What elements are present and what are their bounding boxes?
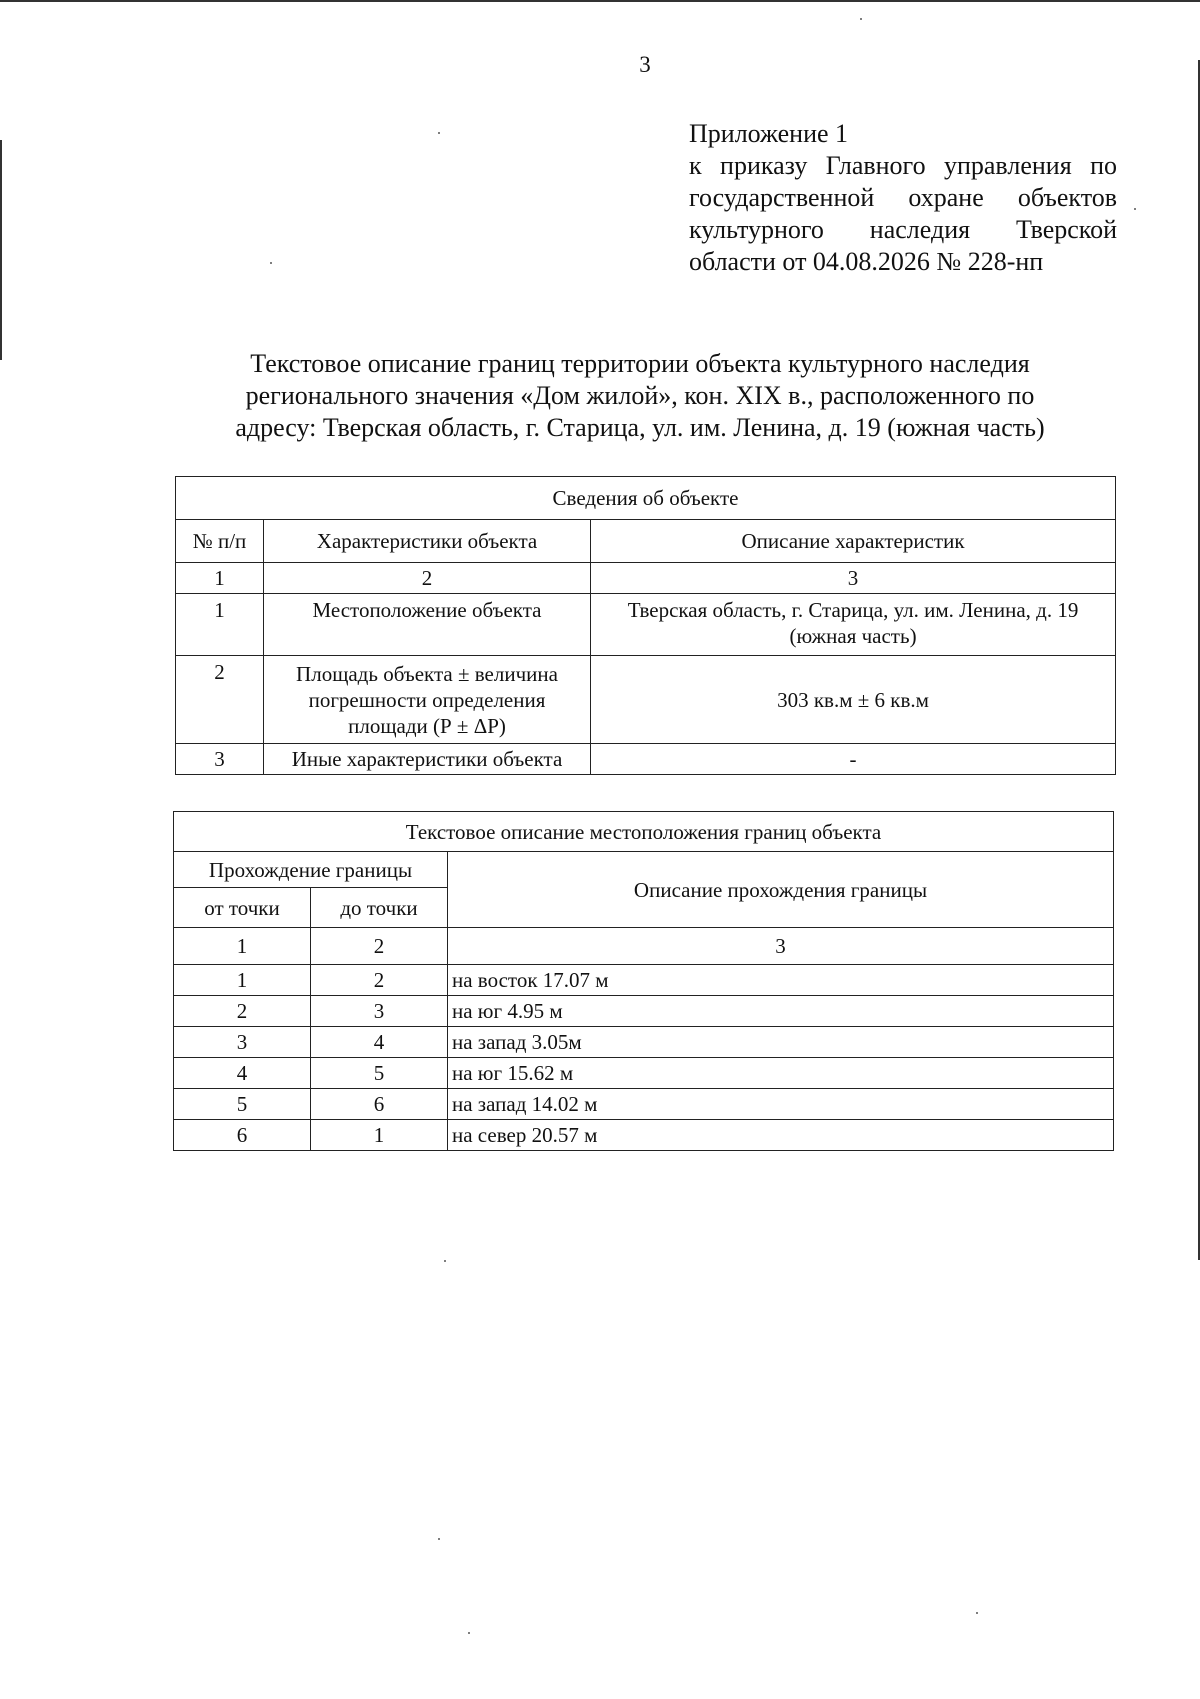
from-point: 3	[174, 1027, 311, 1058]
scan-speck	[468, 1632, 470, 1634]
table-caption-row	[174, 812, 1114, 852]
scan-speck	[270, 262, 272, 264]
table-caption-row	[176, 477, 1116, 520]
description-cell: 303 кв.м ± 6 кв.м	[591, 656, 1116, 744]
to-point: 1	[311, 1120, 448, 1151]
to-point: 5	[311, 1058, 448, 1089]
scan-speck	[438, 132, 440, 134]
from-point: 2	[174, 996, 311, 1027]
column-header: Описание характеристик	[591, 520, 1116, 563]
column-number: 1	[174, 928, 311, 965]
table-row	[174, 1120, 1114, 1151]
table-row	[176, 744, 1116, 775]
boundary-description: на юг 4.95 м	[448, 996, 1114, 1027]
column-number: 2	[264, 563, 591, 594]
title-line: регионального значения «Дом жилой», кон. XIX в., расположенного по	[245, 381, 1035, 410]
table-caption: Текстовое описание местоположения границ объекта	[174, 812, 1114, 852]
to-point: 6	[311, 1089, 448, 1120]
title-line: Текстовое описание границ территории объекта культурного наследия	[250, 349, 1030, 378]
appendix-note	[689, 118, 1117, 278]
to-point: 2	[311, 965, 448, 996]
boundary-description: на север 20.57 м	[448, 1120, 1114, 1151]
column-header: Характеристики объекта	[264, 520, 591, 563]
characteristic-cell: Площадь объекта ± величина погрешности определения площади (Р ± ΔР)	[264, 656, 591, 744]
to-point-header: до точки	[311, 888, 448, 928]
boundary-description: на запад 14.02 м	[448, 1089, 1114, 1120]
column-numbering-row	[176, 563, 1116, 594]
from-point-header: от точки	[174, 888, 311, 928]
scan-speck	[444, 1260, 446, 1262]
appendix-line: Приложение 1	[689, 119, 849, 148]
group-header: Прохождение границы	[174, 852, 448, 888]
column-numbering-row	[174, 928, 1114, 965]
scan-edge-top	[0, 0, 1200, 2]
boundary-description: на восток 17.07 м	[448, 965, 1114, 996]
column-number: 1	[176, 563, 264, 594]
table-row	[174, 965, 1114, 996]
boundary-description-table	[173, 811, 1114, 1151]
document-title	[160, 348, 1120, 444]
scan-speck	[860, 18, 862, 20]
table-row	[174, 1027, 1114, 1058]
table-row	[174, 1089, 1114, 1120]
to-point: 3	[311, 996, 448, 1027]
description-header: Описание прохождения границы	[448, 852, 1114, 928]
column-number: 2	[311, 928, 448, 965]
from-point: 6	[174, 1120, 311, 1151]
scan-speck	[1134, 208, 1136, 210]
appendix-line: государственной охране объектов	[689, 183, 1117, 212]
row-number: 1	[176, 594, 264, 656]
column-header: № п/п	[176, 520, 264, 563]
appendix-line: к приказу Главного управления по	[689, 151, 1117, 180]
column-number: 3	[448, 928, 1114, 965]
table-row	[176, 594, 1116, 656]
table-header-row	[176, 520, 1116, 563]
table-row	[176, 656, 1116, 744]
from-point: 1	[174, 965, 311, 996]
scan-speck	[976, 1612, 978, 1614]
row-number: 2	[176, 656, 264, 744]
scan-speck	[438, 1538, 440, 1540]
object-info-table	[175, 476, 1116, 775]
characteristic-cell: Иные характеристики объекта	[264, 744, 591, 775]
description-cell: -	[591, 744, 1116, 775]
boundary-description: на юг 15.62 м	[448, 1058, 1114, 1089]
row-number: 3	[176, 744, 264, 775]
from-point: 4	[174, 1058, 311, 1089]
table-row	[174, 996, 1114, 1027]
table-row	[174, 1058, 1114, 1089]
scan-edge-left	[0, 140, 2, 360]
appendix-line: культурного наследия Тверской	[689, 215, 1117, 244]
to-point: 4	[311, 1027, 448, 1058]
title-line: адресу: Тверская область, г. Старица, ул. им. Ленина, д. 19 (южная часть)	[235, 413, 1045, 442]
boundary-description: на запад 3.05м	[448, 1027, 1114, 1058]
table-caption: Сведения об объекте	[176, 477, 1116, 520]
description-cell: Тверская область, г. Старица, ул. им. Ленина, д. 19 (южная часть)	[591, 594, 1116, 656]
appendix-line: области от 04.08.2026 № 228-нп	[689, 247, 1044, 276]
characteristic-cell: Местоположение объекта	[264, 594, 591, 656]
table-header-row	[174, 852, 1114, 888]
from-point: 5	[174, 1089, 311, 1120]
page-number: 3	[639, 52, 651, 77]
column-number: 3	[591, 563, 1116, 594]
